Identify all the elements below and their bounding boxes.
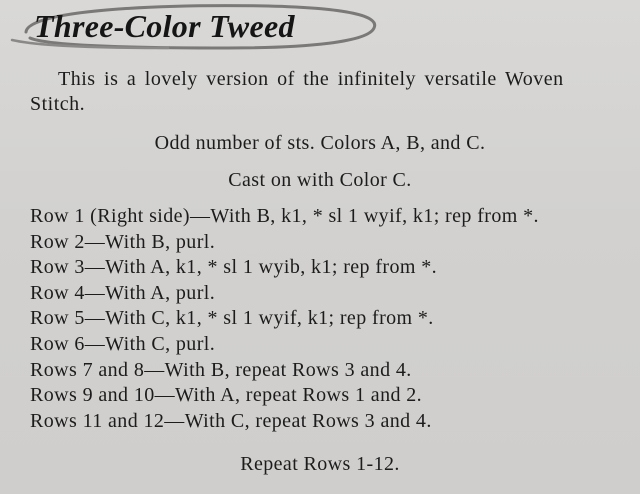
row-instructions [30, 204, 630, 434]
pattern-title: Three-Color Tweed [34, 8, 295, 44]
intro-paragraph: This is a lovely version of the infinitely versatile Woven Stitch. [30, 68, 564, 115]
row-instruction: Rows 11 and 12—With C, repeat Rows 3 and 4. [30, 409, 432, 432]
row-instruction: Rows 9 and 10—With A, repeat Rows 1 and 2. [30, 384, 423, 407]
repeat-line: Repeat Rows 1-12. [240, 453, 400, 475]
title-block [8, 2, 380, 54]
row-instruction: Rows 7 and 8—With B, repeat Rows 3 and 4. [30, 358, 412, 381]
row-instruction: Row 5—With C, k1, * sl 1 wyif, k1; rep from *. [30, 307, 434, 330]
row-instruction: Row 3—With A, k1, * sl 1 wyib, k1; rep from *. [30, 256, 438, 279]
setup-line-2: Cast on with Color C. [228, 169, 412, 191]
row-instruction: Row 6—With C, purl. [30, 332, 216, 355]
row-instruction: Row 2—With B, purl. [30, 230, 216, 253]
row-instruction: Row 4—With A, purl. [30, 281, 216, 304]
setup-line-1: Odd number of sts. Colors A, B, and C. [154, 132, 486, 154]
row-instruction: Row 1 (Right side)—With B, k1, * sl 1 wyif, k1; rep from *. [30, 205, 539, 227]
